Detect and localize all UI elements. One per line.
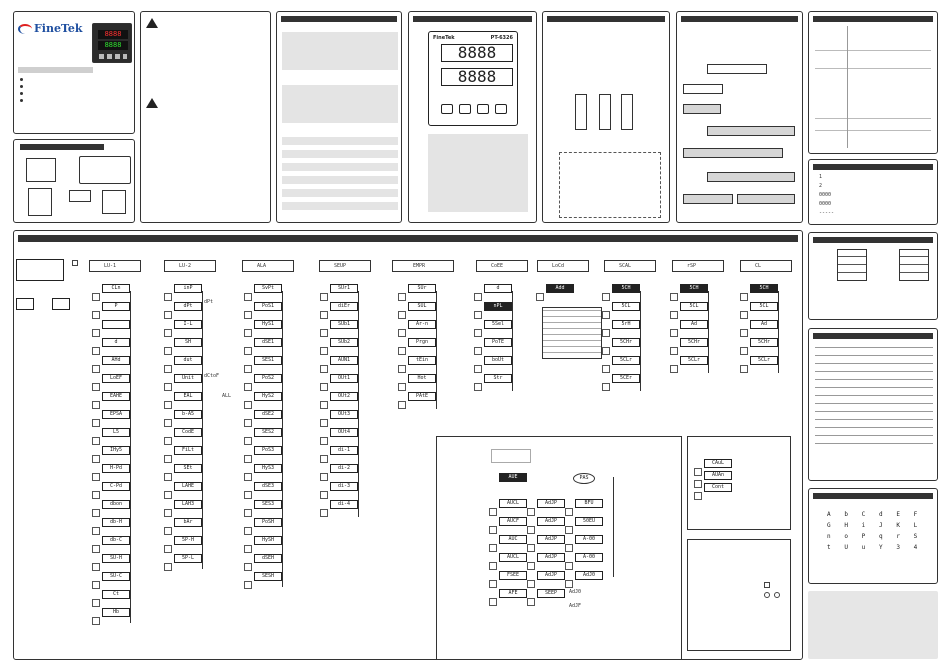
run-box-2 (52, 298, 70, 310)
param-cell[interactable]: H-Pd (102, 464, 130, 473)
feature-list (20, 78, 23, 106)
param-cell[interactable]: inP (174, 284, 202, 293)
param-cell[interactable]: 5Sel (484, 320, 512, 329)
param-cell[interactable]: SUr (408, 284, 436, 293)
seg-list: 1 2 0000 0000 ----- (819, 174, 835, 216)
flow-step[interactable]: AdJP (537, 499, 565, 508)
cal-step[interactable]: AUAn (704, 471, 732, 480)
param-cell[interactable]: 5CL (750, 302, 778, 311)
seup-params (330, 284, 358, 518)
key-legend (428, 134, 528, 212)
wiring-examples (559, 152, 661, 218)
char-grid (827, 511, 931, 551)
param-cell[interactable]: SU-H (102, 554, 130, 563)
flow-pass-diamond[interactable]: PAS (573, 473, 595, 484)
cal-step[interactable]: CAuL (704, 459, 732, 468)
param-cell[interactable]: d (102, 338, 130, 347)
param-cell[interactable]: PoS3 (254, 446, 282, 455)
up-key[interactable] (495, 104, 507, 114)
param-cell[interactable]: dSE1 (254, 338, 282, 347)
device-front (428, 31, 518, 126)
group-empr[interactable]: EMPR (392, 260, 454, 272)
param-cell[interactable]: dSE3 (254, 482, 282, 491)
group-ala[interactable]: ALA (242, 260, 294, 272)
param-cell[interactable]: di-3 (330, 482, 358, 491)
param-cell[interactable]: Ct (102, 590, 130, 599)
flow-step[interactable]: A-00 (575, 535, 603, 544)
param-cell[interactable]: OUt2 (330, 392, 358, 401)
display-list-panel (808, 159, 938, 225)
scal-params (612, 284, 640, 392)
group-rsp[interactable]: rSP (672, 260, 724, 272)
param-cell[interactable]: HyS3 (254, 464, 282, 473)
char-cell: i (861, 522, 866, 529)
flow-step[interactable]: AUCL (499, 499, 527, 508)
flow-step[interactable]: AdJP (537, 553, 565, 562)
param-cell[interactable]: dbon (102, 500, 130, 509)
char-cell: G (827, 522, 831, 529)
param-cell[interactable]: b-A5 (174, 410, 202, 419)
param-cell[interactable]: 5CL (680, 302, 708, 311)
param-cell[interactable]: C-Pd (102, 482, 130, 491)
param-cell[interactable]: FiLt (174, 446, 202, 455)
menu-structure-panel (13, 230, 803, 660)
display-red: 8888 (98, 30, 128, 39)
terminal-block-3 (621, 94, 633, 130)
param-cell[interactable]: Ad (680, 320, 708, 329)
param-cell[interactable]: Ad (750, 320, 778, 329)
char-cell: K (896, 522, 900, 529)
footer-gray-block (808, 591, 938, 659)
caution-icon (146, 98, 158, 108)
input-table-panel (808, 328, 938, 481)
char-cell: n (827, 533, 831, 540)
param-cell[interactable]: L5 (102, 428, 130, 437)
spec-table-panel (808, 11, 938, 154)
param-cell[interactable]: SvPt (254, 284, 282, 293)
flow-step[interactable]: AUCF (499, 517, 527, 526)
display-green: 8888 (98, 41, 128, 50)
flow-header-box (491, 449, 531, 463)
param-cell[interactable]: PoSH (254, 518, 282, 527)
sensor-grid-1 (837, 249, 867, 281)
param-cell[interactable]: AUN1 (330, 356, 358, 365)
param-cell[interactable]: db-H (102, 518, 130, 527)
param-cell[interactable]: P (102, 302, 130, 311)
logo-swoosh-icon (18, 24, 32, 34)
param-cell[interactable]: EPSA (102, 410, 130, 419)
param-cell[interactable]: dSE2 (254, 410, 282, 419)
param-cell[interactable]: I-L (174, 320, 202, 329)
flow-step[interactable]: SEEP (537, 589, 565, 598)
param-cell[interactable]: di-1 (330, 446, 358, 455)
param-cell[interactable]: LoEF (102, 374, 130, 383)
param-cell[interactable]: dut (174, 356, 202, 365)
param-cell[interactable]: IHy5 (102, 446, 130, 455)
param-cell[interactable]: SES3 (254, 500, 282, 509)
param-cell[interactable]: bAr (174, 518, 202, 527)
param-cell[interactable]: LAH3 (174, 500, 202, 509)
flow-left-chain (499, 499, 527, 607)
lu2-params (174, 284, 202, 572)
empr-params (408, 284, 436, 410)
flow-step[interactable]: AdJ0 (575, 571, 603, 580)
param-cell[interactable]: 5CLr (612, 356, 640, 365)
char-cell: J (879, 522, 883, 529)
flow-step[interactable]: AdJP (537, 571, 565, 580)
param-cell[interactable]: 5CLr (750, 356, 778, 365)
sv-display: 8888 (441, 68, 513, 86)
param-cell[interactable]: OUt4 (330, 428, 358, 437)
param-cell[interactable]: SES2 (254, 428, 282, 437)
group-lu2[interactable]: LU-2 (164, 260, 216, 272)
ala-params (254, 284, 282, 590)
param-cell[interactable]: 5P-L (174, 554, 202, 563)
group-cl[interactable]: CL (740, 260, 792, 272)
pv-display: 8888 (441, 44, 513, 62)
param-cell[interactable]: Str (484, 374, 512, 383)
group-locd[interactable]: LoCd (537, 260, 589, 272)
param-cell[interactable]: SH (174, 338, 202, 347)
param-cell[interactable]: nPL (484, 302, 512, 311)
flow-step[interactable]: AdJP (537, 517, 565, 526)
char-cell: r (896, 533, 900, 540)
char-cell: L (913, 522, 918, 529)
note-box (687, 539, 791, 651)
flow-step[interactable]: FSEE (499, 571, 527, 580)
param-cell[interactable]: EAHE (102, 392, 130, 401)
flow-start[interactable]: AUE (499, 473, 527, 482)
char-cell: A (827, 511, 831, 518)
flow-mid-chain (537, 499, 565, 607)
char-cell: Y (879, 544, 883, 551)
param-cell[interactable]: SUL (408, 302, 436, 311)
brand-logo (18, 22, 83, 35)
device-brand: FineTek (433, 35, 455, 41)
param-cell[interactable]: PAtE (408, 392, 436, 401)
param-cell[interactable]: SUr1 (330, 284, 358, 293)
param-cell[interactable]: 5rH (612, 320, 640, 329)
param-cell[interactable]: SU-C (102, 572, 130, 581)
param-cell[interactable]: SESH (254, 572, 282, 581)
keys-row (99, 54, 127, 59)
param-cell[interactable]: SUb2 (330, 338, 358, 347)
param-cell[interactable]: d (484, 284, 512, 293)
lu2-side-note-1: dPt (204, 299, 214, 305)
char-cell: H (844, 522, 848, 529)
param-cell[interactable]: 5CH (750, 284, 778, 293)
char-cell: F (913, 511, 918, 518)
param-cell[interactable]: 5CHr (680, 338, 708, 347)
sensor-grid-2 (899, 249, 929, 281)
autotune-flow (436, 436, 682, 660)
cl-params (750, 284, 778, 374)
lu1-params (102, 284, 130, 626)
terminal-block-1 (575, 94, 587, 130)
param-cell[interactable]: Unit (174, 374, 202, 383)
flow-step[interactable]: AFE (499, 589, 527, 598)
char-cell: 3 (896, 544, 900, 551)
front-panel-description (408, 11, 537, 223)
param-cell[interactable]: OUt3 (330, 410, 358, 419)
lu2-side-note-2: dCtoF (204, 373, 220, 379)
param-cell[interactable]: 5CLr (680, 356, 708, 365)
flow-step[interactable]: A-00 (575, 553, 603, 562)
param-cell[interactable]: OUt1 (330, 374, 358, 383)
flow-step[interactable]: AUC (499, 535, 527, 544)
param-cell[interactable]: boUt (484, 356, 512, 365)
param-cell[interactable]: 5CEr (612, 374, 640, 383)
param-cell[interactable]: 5CH (612, 284, 640, 293)
wiring-panel (542, 11, 670, 223)
param-cell[interactable]: 5CHr (612, 338, 640, 347)
param-cell[interactable]: Ar-n (408, 320, 436, 329)
flow-step[interactable]: AUCL (499, 553, 527, 562)
rsp-params (680, 284, 708, 374)
char-cell: S (913, 533, 918, 540)
param-cell[interactable] (102, 320, 130, 329)
calibration-flow (687, 436, 791, 530)
param-cell[interactable]: SES1 (254, 356, 282, 365)
title-bar (18, 67, 93, 73)
adjust-note-1: AdJ0 (569, 589, 582, 595)
controller-photo (92, 23, 132, 63)
device-model: PT-6326 (490, 35, 513, 41)
param-cell[interactable]: EAL (174, 392, 202, 401)
input-table (815, 347, 933, 451)
mount-bracket (69, 190, 91, 202)
group-scal[interactable]: SCAL (604, 260, 656, 272)
param-cell[interactable]: LAHE (174, 482, 202, 491)
group-coee[interactable]: CoEE (476, 260, 528, 272)
flow-step[interactable]: 50EU (575, 517, 603, 526)
cal-step[interactable]: Cont (704, 483, 732, 492)
character-panel (808, 488, 938, 584)
lock-table (542, 307, 602, 359)
param-cell[interactable]: dSEH (254, 554, 282, 563)
param-cell[interactable]: PoS1 (254, 302, 282, 311)
char-cell: b (844, 511, 848, 518)
param-cell[interactable]: PoS2 (254, 374, 282, 383)
param-cell[interactable]: Hb (102, 608, 130, 617)
terminal-block-2 (599, 94, 611, 130)
flow-right-chain (575, 499, 603, 589)
alarm-modes-panel (676, 11, 803, 223)
param-cell[interactable]: SUb1 (330, 320, 358, 329)
run-box-1 (16, 298, 34, 310)
side-dimension (79, 156, 131, 184)
logo-text: FineTek (34, 22, 83, 35)
param-cell[interactable]: CodE (174, 428, 202, 437)
char-cell: E (896, 511, 900, 518)
char-cell: q (879, 533, 883, 540)
adjust-note-2: AdJF (569, 603, 582, 609)
mount-side (102, 190, 126, 214)
main-display (16, 259, 64, 281)
param-cell[interactable]: HySH (254, 536, 282, 545)
warning-icon (146, 18, 158, 28)
shift-key[interactable] (459, 104, 471, 114)
front-dimension (26, 158, 56, 182)
set-key[interactable] (441, 104, 453, 114)
char-cell: d (879, 511, 883, 518)
char-cell: 4 (913, 544, 918, 551)
group-lu1[interactable]: LU-1 (89, 260, 141, 272)
param-cell[interactable]: 5CL (612, 302, 640, 311)
param-cell[interactable]: di-4 (330, 500, 358, 509)
param-cell[interactable]: HyS2 (254, 392, 282, 401)
param-cell[interactable]: SEt (174, 464, 202, 473)
param-cell[interactable]: CLn (102, 284, 130, 293)
param-cell[interactable]: 5P-H (174, 536, 202, 545)
brand-panel (13, 11, 135, 134)
param-cell[interactable]: PoTE (484, 338, 512, 347)
down-key[interactable] (477, 104, 489, 114)
flow-step[interactable]: AdJP (537, 535, 565, 544)
char-cell: o (844, 533, 848, 540)
char-cell: P (861, 533, 866, 540)
param-cell[interactable]: tEin (408, 356, 436, 365)
char-cell: U (844, 544, 848, 551)
param-cell[interactable]: 5CHr (750, 338, 778, 347)
flow-step[interactable]: BFU (575, 499, 603, 508)
param-cell[interactable]: Add (546, 284, 574, 293)
param-cell[interactable]: diEr (330, 302, 358, 311)
group-seup[interactable]: SEUP (319, 260, 371, 272)
warning-panel (140, 11, 271, 223)
spec-panel (276, 11, 402, 223)
panel-cutout (28, 188, 52, 216)
param-cell[interactable]: 5CH (680, 284, 708, 293)
param-cell[interactable]: Prgn (408, 338, 436, 347)
param-cell[interactable]: di-2 (330, 464, 358, 473)
param-cell[interactable]: HyS1 (254, 320, 282, 329)
sensor-diagram-panel (808, 232, 938, 320)
char-cell: C (861, 511, 866, 518)
dimensions-panel (13, 139, 135, 223)
param-cell[interactable]: AHd (102, 356, 130, 365)
param-cell[interactable]: db-C (102, 536, 130, 545)
ala-side-note: ALL (222, 393, 232, 399)
param-cell[interactable]: dPt (174, 302, 202, 311)
coee-params (484, 284, 512, 392)
char-cell: u (861, 544, 866, 551)
locd-params (546, 284, 574, 302)
param-cell[interactable]: Hot (408, 374, 436, 383)
char-cell: t (827, 544, 831, 551)
